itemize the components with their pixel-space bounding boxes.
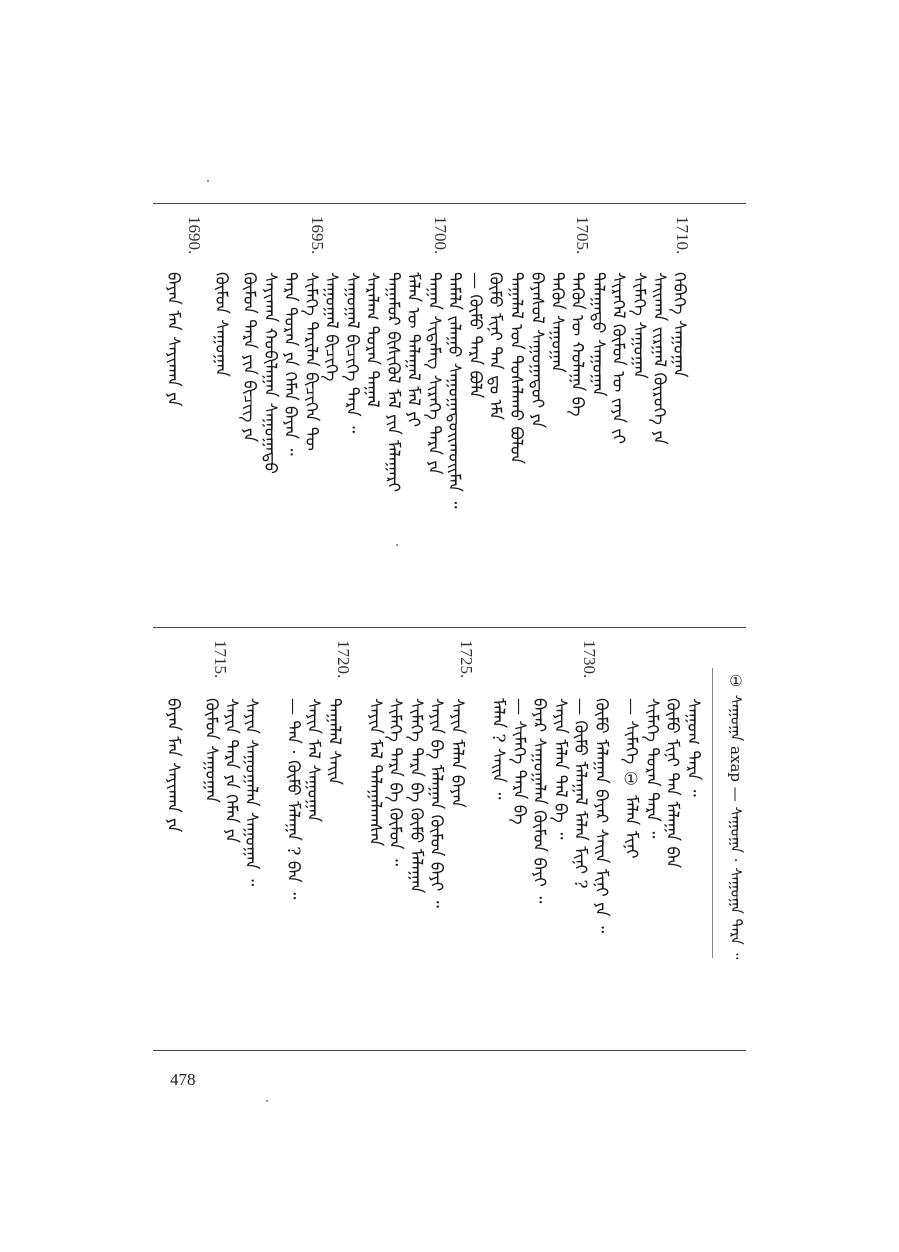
scan-speck bbox=[207, 180, 209, 182]
text-column: ᠰᠠᠢᠬᠠᠨ ᠵᠢᠷᠭᠠᠯ ᠬᠦᠷᠦᠭᠡ ᠶᠠ bbox=[649, 272, 669, 445]
middle-rule bbox=[153, 627, 746, 628]
text-column: — ᠰᠢᠮᠡᠭᠡ ① ᠮᠠᠯᠠᠨ ᠮᠢᠨᠢ bbox=[621, 698, 641, 859]
page-number: 478 bbox=[170, 1070, 196, 1089]
line-number: 1725. bbox=[457, 640, 476, 679]
text-column: ᠬᠡᠪᠡᠭᠡ ᠰᠠᠭᠤᠭᠠᠨ bbox=[669, 272, 689, 378]
text-column: ᠰᠠᠶᠢᠨ ᠮᠠᠯᠠᠨ ᠪᠠᠶᠠᠨ bbox=[447, 698, 467, 808]
line-number: 1695. bbox=[308, 216, 327, 255]
text-column: ᠰᠠᠷᠠᠯᠠᠭ ᠳᠤᠷᠠᠨ ᠲᠠᠭᠠᠯ bbox=[362, 272, 382, 408]
line-number: 1710. bbox=[673, 216, 692, 255]
text-column: ᠬᠦᠮᠦ ᠮᠢᠨᠢ ᠲᠠᠨ ᠮᠠᠯᠠᠭᠠ ᠪᠠᠨ bbox=[662, 698, 682, 869]
text-column: ᠲᠠᠭᠠᠨ ᠰᠢᠳᠠᠮᠡᠭ ᠰᠢᠷᠡᠭᠡ ᠲᠡᠷᠡ ᠶᠠ bbox=[424, 272, 444, 475]
line-number: 1700. bbox=[431, 216, 450, 255]
text-column: ᠰᠠᠶᠢᠨ ᠮᠠᠯ ᠲᠠᠯᠠᠭᠠᠯᠠᠭᠰᠠᠨ bbox=[365, 698, 385, 847]
line-number: 1720. bbox=[334, 640, 353, 679]
top-rule bbox=[153, 203, 746, 204]
text-column: ᠲᠠᠭᠠᠯᠠᠯ ᠤᠨ ᠲᠤᠰᠠᠯᠠᠬᠤ ᠪᠣᠯᠤᠨ bbox=[506, 272, 526, 465]
bottom-rule bbox=[153, 1050, 746, 1051]
text-column: — ᠬᠦᠮᠦ ᠲᠡᠷᠡ ᠪᠣᠯᠠ bbox=[465, 272, 485, 399]
text-column: ᠰᠠᠭᠤᠭ ᠲᠡᠷᠡ ᠃ bbox=[683, 698, 703, 797]
line-number: 1730. bbox=[580, 640, 599, 679]
line-number: 1690. bbox=[185, 216, 204, 255]
text-column: ᠰᠠᠭᠤᠭᠠᠯ ᠪᠢᠴᠢᠭᠡ ᠲᠡᠷᠡ ᠃ bbox=[342, 272, 362, 434]
line-number: 1715. bbox=[211, 640, 230, 679]
text-column: ᠲᠡᠮᠡᠯᠡ ᠵᠠᠯᠠᠭᠤ ᠰᠠᠭᠤᠭᠠᠳᠤᠢᠬᠤᠢᠮᠡᠨ ᠃ bbox=[444, 272, 464, 509]
line-number: 1705. bbox=[573, 216, 592, 255]
text-column: — ᠲᠠᠨ · ᠬᠦᠮᠦ ᠮᠠᠯᠠᠭᠠ ? ᠪᠠᠨ ᠃ bbox=[283, 698, 303, 900]
text-column: ᠰᠢᠮᠡᠭᠡ ᠰᠠᠭᠤᠭᠠᠨ bbox=[629, 272, 649, 379]
text-column: ᠪᠠᠶᠠᠨ ᠮᠠᠨ ᠰᠠᠶᠢᠬᠠᠨ ᠶᠠ bbox=[163, 272, 183, 407]
text-column: ᠪᠠᠶᠠᠷ ᠰᠠᠭᠤᠭᠠᠯᠠᠨ ᠬᠦᠮᠦᠨ ᠪᠠᠶᠢ ᠃ bbox=[529, 698, 549, 904]
text-column: ᠰᠠᠶᠢᠨ ᠮᠠᠯ ᠰᠠᠭᠤᠭᠠᠨ bbox=[303, 698, 323, 822]
text-column: ᠰᠢᠮᠡᠭᠡ ᠲᠡᠷᠡ ᠪᠠ ᠬᠦᠮᠦ ᠮᠠᠯᠠᠭᠠᠨ bbox=[406, 698, 426, 894]
text-column: ᠰᠠᠶᠢᠬᠠᠨ ᠬᠤᠪᠢᠯᠠᠭᠠᠨ ᠰᠠᠭᠤᠭᠠᠳᠤ bbox=[260, 272, 280, 475]
text-column: ᠬᠦᠮᠦ ᠮᠠᠯᠠᠭᠠᠨ ᠪᠠᠶᠠᠷ ᠰᠠᠢᠨ ᠮᠢᠨᠢ ᠶᠠ ᠃ bbox=[591, 698, 611, 934]
text-column: ᠰᠠᠭᠤᠭᠠᠯ ᠪᠢᠴᠢᠭᠡ bbox=[321, 272, 341, 382]
text-column: ᠮᠠᠯᠠᠨ ? ᠰᠠᠢᠨ ᠃ bbox=[488, 698, 508, 800]
scan-speck bbox=[396, 544, 398, 546]
text-column: — ᠬᠦᠮᠦ ᠮᠠᠯᠠᠭᠠᠯ ᠮᠠᠯᠠᠨ ᠮᠢᠨᠢ ? bbox=[570, 698, 590, 889]
scan-speck bbox=[266, 1100, 268, 1102]
text-column: ᠲᠠᠯᠠᠭᠠᠳᠤ ᠰᠠᠭᠤᠭᠠᠨ bbox=[588, 272, 608, 397]
text-column: ᠰᠢᠮᠡᠭᠡ ᠲᠡᠷᠡ ᠪᠠ ᠬᠦᠮᠦᠨ ᠃ bbox=[385, 698, 405, 867]
text-column: ᠬᠦᠮᠦ ᠮᠢᠨᠢ ᠲᠠᠨ ᠳᠤ ᠡᠮᠡ bbox=[485, 272, 505, 420]
text-column: ᠰᠠᠶᠢᠨ ᠰᠠᠭᠤᠭᠠᠯᠠᠨ ᠰᠠᠭᠤᠭᠠᠨ ᠃ bbox=[241, 698, 261, 887]
text-column: ᠪᠠᠶᠠᠰᠤᠯ ᠰᠠᠭᠤᠭᠠᠳᠤᠢ ᠶᠠ bbox=[527, 272, 547, 428]
text-column: ᠮᠠᠯᠠᠨ ᠦ ᠲᠠᠯᠠᠭᠠᠯ ᠮᠠᠯ ᠶᠢ bbox=[403, 272, 423, 427]
text-column: ᠬᠦᠮᠦᠨ ᠲᠡᠷᠡ ᠶᠢᠨ ᠪᠢᠴᠢᠭ ᠶᠠ bbox=[239, 272, 259, 443]
text-column: ᠪᠠᠶᠠᠨ ᠮᠠᠨ ᠰᠠᠶᠢᠬᠠᠨ ᠶᠠ bbox=[163, 698, 183, 833]
text-column: ᠲᠡᠭᠦᠨ ᠰᠠᠭᠤᠭᠠᠨ bbox=[547, 272, 567, 373]
text-column: — ᠰᠢᠮᠡᠭᠡ ᠲᠡᠷᠡ ᠪᠠ bbox=[509, 698, 529, 825]
text-column: ᠬᠦᠮᠦᠨ ᠰᠠᠭᠤᠭᠠᠨ bbox=[201, 698, 221, 803]
text-column: ᠰᠠᠶᠢᠨ ᠮᠠᠯᠠᠨ ᠲᠠᠯ ᠪᠠ ᠃ bbox=[550, 698, 570, 840]
text-column: ᠲᠡᠭᠦᠨ ᠦ ᠬᠤᠯᠠᠭᠠ ᠪᠠ bbox=[567, 272, 587, 417]
text-column: ᠲᠠᠭᠠᠮᠤᠷ ᠪᠢᠰᠢᠭᠦᠯ ᠮᠠᠯ ᠶᠢᠨ ᠮᠠᠯᠠᠭᠠᠷᠢ bbox=[383, 272, 403, 493]
text-column: ᠬᠦᠮᠦᠨ ᠰᠠᠭᠤᠭᠠᠨ bbox=[211, 272, 231, 377]
footnote-separator bbox=[712, 668, 713, 958]
text-column: ᠲᠠᠭᠠᠯᠠᠯ ᠰᠠᠢᠨ bbox=[324, 698, 344, 786]
footnote: ① ᠰᠠᠭᠤᠭᠠ ахар — ᠰᠠᠭᠤᠭᠠ · ᠰᠠᠭᠤᠭᠠ ᠲᠡᠷᠡ ᠃ bbox=[727, 672, 745, 960]
text-column: ᠰᠢᠷᠡᠭᠡᠯ ᠬᠦᠮᠦᠨ ᠦ ᠵᠠᠶᠠ ᠶ᠋ᠢ bbox=[608, 272, 628, 445]
text-column: ᠰᠢᠮᠡᠭᠡ ᠲᠤᠷᠠᠨ ᠲᠡᠷᠡ ᠃ bbox=[642, 698, 662, 839]
text-column: ᠲᠡᠷᠡ ᠲᠤᠷᠠᠨ ᠶᠠ ᠬᠡᠮᠡᠨ ᠪᠠᠶᠠᠨ ᠃ bbox=[280, 272, 300, 456]
text-column: ᠰᠠᠶᠢᠨ ᠲᠡᠷᠡ ᠶᠠ ᠬᠡᠮᠡᠨ ᠶᠠ bbox=[221, 698, 241, 844]
text-column: ᠰᠠᠶᠢᠨ ᠪᠠ ᠮᠠᠯᠠᠭᠠᠨ ᠬᠦᠮᠦᠨ ᠪᠠᠶᠢ ᠃ bbox=[426, 698, 446, 908]
text-column: ᠰᠢᠮᠡᠭᠡ ᠲᠠᠷᠢᠯᠠᠨ ᠪᠢᠴᠢᠭᠡᠨ ᠲᠦ bbox=[301, 272, 321, 451]
